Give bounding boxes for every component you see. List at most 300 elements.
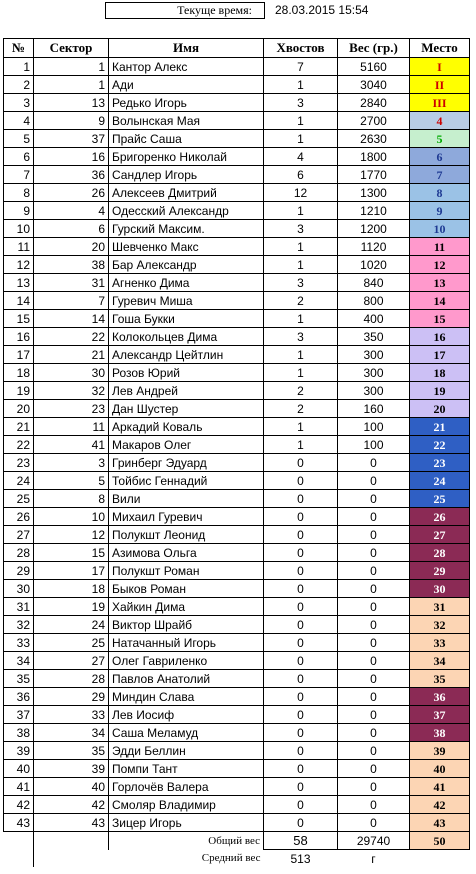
row-tails[interactable]: 0 xyxy=(264,598,338,616)
header-row xyxy=(4,39,470,58)
row-name[interactable]: Одесский Александр xyxy=(109,202,264,220)
row-sector[interactable]: 4 xyxy=(34,202,109,220)
row-tails[interactable]: 2 xyxy=(264,382,338,400)
row-tails[interactable]: 0 xyxy=(264,724,338,742)
row-sector[interactable]: 16 xyxy=(34,148,109,166)
row-number[interactable]: 43 xyxy=(4,814,34,832)
row-tails[interactable]: 4 xyxy=(264,148,338,166)
row-place[interactable]: 32 xyxy=(410,616,470,634)
table-row xyxy=(4,544,470,562)
row-name[interactable]: Гуревич Миша xyxy=(109,292,264,310)
row-sector[interactable]: 40 xyxy=(34,778,109,796)
row-sector[interactable]: 30 xyxy=(34,364,109,382)
row-tails[interactable]: 0 xyxy=(264,616,338,634)
table-row xyxy=(4,454,470,472)
table-row xyxy=(4,526,470,544)
row-sector[interactable]: 25 xyxy=(34,634,109,652)
row-sector[interactable]: 22 xyxy=(34,328,109,346)
average-value[interactable]: 513 xyxy=(290,851,311,866)
row-name[interactable]: Тойбис Геннадий xyxy=(109,472,264,490)
row-number[interactable]: 8 xyxy=(4,184,34,202)
time-value[interactable]: 28.03.2015 15:54 xyxy=(275,3,369,17)
row-sector[interactable]: 1 xyxy=(34,58,109,76)
row-weight[interactable]: 0 xyxy=(338,454,410,472)
row-tails[interactable]: 2 xyxy=(264,292,338,310)
row-tails[interactable]: 1 xyxy=(264,436,338,454)
row-sector[interactable]: 8 xyxy=(34,490,109,508)
row-number[interactable]: 37 xyxy=(4,706,34,724)
table-row xyxy=(4,778,470,796)
row-weight[interactable]: 300 xyxy=(338,346,410,364)
row-place[interactable]: 23 xyxy=(410,454,470,472)
table-row xyxy=(4,328,470,346)
row-name[interactable]: Редько Игорь xyxy=(109,94,264,112)
row-name[interactable]: Волынская Мая xyxy=(109,112,264,130)
row-place[interactable]: III xyxy=(410,94,470,112)
row-name[interactable]: Лев Андрей xyxy=(109,382,264,400)
row-sector[interactable]: 1 xyxy=(34,76,109,94)
row-tails[interactable]: 1 xyxy=(264,364,338,382)
row-number[interactable]: 6 xyxy=(4,148,34,166)
row-weight[interactable]: 0 xyxy=(338,706,410,724)
row-number[interactable]: 16 xyxy=(4,328,34,346)
row-name[interactable]: Помпи Тант xyxy=(109,760,264,778)
row-sector[interactable]: 26 xyxy=(34,184,109,202)
row-place[interactable]: 33 xyxy=(410,634,470,652)
row-number[interactable]: 26 xyxy=(4,508,34,526)
col-name-header: Имя xyxy=(109,39,264,58)
row-sector[interactable]: 11 xyxy=(34,418,109,436)
row-name[interactable]: Виктор Шрайб xyxy=(109,616,264,634)
row-weight[interactable]: 0 xyxy=(338,544,410,562)
row-place[interactable]: 22 xyxy=(410,436,470,454)
row-sector[interactable]: 23 xyxy=(34,400,109,418)
row-number[interactable]: 5 xyxy=(4,130,34,148)
row-sector[interactable]: 14 xyxy=(34,310,109,328)
table-row xyxy=(4,382,470,400)
row-place[interactable]: 10 xyxy=(410,220,470,238)
row-sector[interactable]: 29 xyxy=(34,688,109,706)
row-sector[interactable]: 32 xyxy=(34,382,109,400)
row-weight[interactable]: 0 xyxy=(338,670,410,688)
row-weight[interactable]: 2840 xyxy=(338,94,410,112)
table-row xyxy=(4,814,470,832)
row-place[interactable]: I xyxy=(410,58,470,76)
row-name[interactable]: Вили xyxy=(109,490,264,508)
row-sector[interactable]: 28 xyxy=(34,670,109,688)
row-name[interactable]: Азимова Ольга xyxy=(109,544,264,562)
row-place[interactable]: 27 xyxy=(410,526,470,544)
row-sector[interactable]: 7 xyxy=(34,292,109,310)
row-place[interactable]: 25 xyxy=(410,490,470,508)
table-row xyxy=(4,364,470,382)
row-place[interactable]: 26 xyxy=(410,508,470,526)
row-number[interactable]: 15 xyxy=(4,310,34,328)
row-weight[interactable]: 1200 xyxy=(338,220,410,238)
row-name[interactable]: Гринберг Эдуард xyxy=(109,454,264,472)
row-sector[interactable]: 36 xyxy=(34,166,109,184)
row-place[interactable]: 37 xyxy=(410,706,470,724)
row-weight[interactable]: 2630 xyxy=(338,130,410,148)
row-sector[interactable]: 38 xyxy=(34,256,109,274)
row-number[interactable]: 22 xyxy=(4,436,34,454)
row-place[interactable]: 35 xyxy=(410,670,470,688)
row-weight[interactable]: 350 xyxy=(338,328,410,346)
row-name[interactable]: Хайкин Дима xyxy=(109,598,264,616)
row-tails[interactable]: 3 xyxy=(264,94,338,112)
row-weight[interactable]: 840 xyxy=(338,274,410,292)
row-sector[interactable]: 37 xyxy=(34,130,109,148)
row-name[interactable]: Михаил Гуревич xyxy=(109,508,264,526)
row-name[interactable]: Горлочёв Валера xyxy=(109,778,264,796)
row-weight[interactable]: 5160 xyxy=(338,58,410,76)
table-row xyxy=(4,292,470,310)
row-sector[interactable]: 6 xyxy=(34,220,109,238)
row-tails[interactable]: 0 xyxy=(264,670,338,688)
row-tails[interactable]: 0 xyxy=(264,814,338,832)
row-number[interactable]: 41 xyxy=(4,778,34,796)
row-place[interactable]: 24 xyxy=(410,472,470,490)
row-weight[interactable]: 1770 xyxy=(338,166,410,184)
row-number[interactable]: 12 xyxy=(4,256,34,274)
row-name[interactable]: Алексеев Дмитрий xyxy=(109,184,264,202)
row-number[interactable]: 4 xyxy=(4,112,34,130)
row-weight[interactable]: 160 xyxy=(338,400,410,418)
row-place[interactable]: 7 xyxy=(410,166,470,184)
row-weight[interactable]: 3040 xyxy=(338,76,410,94)
row-weight[interactable]: 0 xyxy=(338,526,410,544)
row-name[interactable]: Миндин Слава xyxy=(109,688,264,706)
row-name[interactable]: Кантор Алекс xyxy=(109,58,264,76)
average-label: Средний вес xyxy=(201,852,261,865)
table-row xyxy=(4,688,470,706)
row-tails[interactable]: 3 xyxy=(264,220,338,238)
row-number[interactable]: 36 xyxy=(4,688,34,706)
row-place[interactable]: 16 xyxy=(410,328,470,346)
row-weight[interactable]: 0 xyxy=(338,652,410,670)
row-sector[interactable]: 13 xyxy=(34,94,109,112)
row-weight[interactable]: 0 xyxy=(338,598,410,616)
row-place[interactable]: 42 xyxy=(410,796,470,814)
row-place[interactable]: 21 xyxy=(410,418,470,436)
row-weight[interactable]: 400 xyxy=(338,310,410,328)
row-name[interactable]: Натачанный Игорь xyxy=(109,634,264,652)
table-row xyxy=(4,616,470,634)
row-sector[interactable]: 3 xyxy=(34,454,109,472)
row-weight[interactable]: 300 xyxy=(338,382,410,400)
row-tails[interactable]: 0 xyxy=(264,580,338,598)
row-tails[interactable]: 0 xyxy=(264,634,338,652)
table-row xyxy=(4,76,470,94)
row-place[interactable]: 9 xyxy=(410,202,470,220)
col-sector-header: Сектор xyxy=(34,39,109,58)
row-name[interactable]: Олег Гавриленко xyxy=(109,652,264,670)
row-weight[interactable]: 2700 xyxy=(338,112,410,130)
row-place[interactable]: 11 xyxy=(410,238,470,256)
table-row xyxy=(4,184,470,202)
row-tails[interactable]: 0 xyxy=(264,508,338,526)
row-place[interactable]: 15 xyxy=(410,310,470,328)
table-row xyxy=(4,58,470,76)
row-tails[interactable]: 0 xyxy=(264,742,338,760)
row-tails[interactable]: 1 xyxy=(264,418,338,436)
row-tails[interactable]: 0 xyxy=(264,490,338,508)
row-tails[interactable]: 0 xyxy=(264,562,338,580)
row-weight[interactable]: 800 xyxy=(338,292,410,310)
row-number[interactable]: 31 xyxy=(4,598,34,616)
row-place[interactable]: 31 xyxy=(410,598,470,616)
row-name[interactable]: Александр Цейтлин xyxy=(109,346,264,364)
row-tails[interactable]: 0 xyxy=(264,778,338,796)
row-number[interactable]: 34 xyxy=(4,652,34,670)
row-weight[interactable]: 1800 xyxy=(338,148,410,166)
row-name[interactable]: Зицер Игорь xyxy=(109,814,264,832)
row-sector[interactable]: 10 xyxy=(34,508,109,526)
row-weight[interactable]: 0 xyxy=(338,760,410,778)
row-place[interactable]: 29 xyxy=(410,562,470,580)
row-tails[interactable]: 0 xyxy=(264,526,338,544)
row-number[interactable]: 1 xyxy=(4,58,34,76)
row-tails[interactable]: 1 xyxy=(264,202,338,220)
row-sector[interactable]: 15 xyxy=(34,544,109,562)
table-row xyxy=(4,652,470,670)
row-tails[interactable]: 1 xyxy=(264,76,338,94)
row-number[interactable]: 17 xyxy=(4,346,34,364)
row-tails[interactable]: 0 xyxy=(264,544,338,562)
row-number[interactable]: 9 xyxy=(4,202,34,220)
row-sector[interactable]: 33 xyxy=(34,706,109,724)
row-number[interactable]: 3 xyxy=(4,94,34,112)
row-number[interactable]: 19 xyxy=(4,382,34,400)
row-tails[interactable]: 0 xyxy=(264,796,338,814)
row-weight[interactable]: 0 xyxy=(338,490,410,508)
row-place[interactable]: 38 xyxy=(410,724,470,742)
row-place[interactable]: 36 xyxy=(410,688,470,706)
row-name[interactable]: Сандлер Игорь xyxy=(109,166,264,184)
row-number[interactable]: 20 xyxy=(4,400,34,418)
row-tails[interactable]: 3 xyxy=(264,328,338,346)
row-tails[interactable]: 3 xyxy=(264,274,338,292)
row-sector[interactable]: 27 xyxy=(34,652,109,670)
row-number[interactable]: 38 xyxy=(4,724,34,742)
row-tails[interactable]: 0 xyxy=(264,706,338,724)
row-weight[interactable]: 0 xyxy=(338,472,410,490)
row-tails[interactable]: 1 xyxy=(264,310,338,328)
row-place[interactable]: 4 xyxy=(410,112,470,130)
row-place[interactable]: 34 xyxy=(410,652,470,670)
row-weight[interactable]: 100 xyxy=(338,418,410,436)
row-sector[interactable]: 19 xyxy=(34,598,109,616)
row-number[interactable]: 21 xyxy=(4,418,34,436)
row-name[interactable]: Розов Юрий xyxy=(109,364,264,382)
row-name[interactable]: Быков Роман xyxy=(109,580,264,598)
row-weight[interactable]: 1020 xyxy=(338,256,410,274)
row-name[interactable]: Павлов Анатолий xyxy=(109,670,264,688)
row-place[interactable]: 19 xyxy=(410,382,470,400)
row-place[interactable]: 20 xyxy=(410,400,470,418)
row-number[interactable]: 13 xyxy=(4,274,34,292)
row-sector[interactable]: 41 xyxy=(34,436,109,454)
table-row xyxy=(4,166,470,184)
row-name[interactable]: Гоша Букки xyxy=(109,310,264,328)
row-weight[interactable]: 300 xyxy=(338,364,410,382)
row-number[interactable]: 33 xyxy=(4,634,34,652)
row-number[interactable]: 35 xyxy=(4,670,34,688)
row-name[interactable]: Полукшт Роман xyxy=(109,562,264,580)
row-name[interactable]: Саша Меламуд xyxy=(109,724,264,742)
table-row xyxy=(4,418,470,436)
row-name[interactable]: Лев Иосиф xyxy=(109,706,264,724)
row-name[interactable]: Смоляр Владимир xyxy=(109,796,264,814)
row-name[interactable]: Дан Шустер xyxy=(109,400,264,418)
row-weight[interactable]: 0 xyxy=(338,796,410,814)
row-sector[interactable]: 34 xyxy=(34,724,109,742)
row-tails[interactable]: 1 xyxy=(264,238,338,256)
row-number[interactable]: 24 xyxy=(4,472,34,490)
row-sector[interactable]: 9 xyxy=(34,112,109,130)
table-row xyxy=(4,724,470,742)
row-number[interactable]: 40 xyxy=(4,760,34,778)
row-sector[interactable]: 43 xyxy=(34,814,109,832)
row-sector[interactable]: 42 xyxy=(34,796,109,814)
row-number[interactable]: 11 xyxy=(4,238,34,256)
row-weight[interactable]: 0 xyxy=(338,688,410,706)
row-weight[interactable]: 0 xyxy=(338,580,410,598)
row-tails[interactable]: 0 xyxy=(264,760,338,778)
row-number[interactable]: 10 xyxy=(4,220,34,238)
row-place[interactable]: 39 xyxy=(410,742,470,760)
row-tails[interactable]: 1 xyxy=(264,112,338,130)
row-weight[interactable]: 0 xyxy=(338,724,410,742)
row-place[interactable]: 30 xyxy=(410,580,470,598)
total-place[interactable]: 50 xyxy=(410,832,470,850)
row-sector[interactable]: 21 xyxy=(34,346,109,364)
row-place[interactable]: II xyxy=(410,76,470,94)
row-name[interactable]: Гурский Максим. xyxy=(109,220,264,238)
table-row xyxy=(4,94,470,112)
row-number[interactable]: 23 xyxy=(4,454,34,472)
row-weight[interactable]: 100 xyxy=(338,436,410,454)
average-unit: г xyxy=(371,851,376,866)
row-number[interactable]: 30 xyxy=(4,580,34,598)
row-place[interactable]: 40 xyxy=(410,760,470,778)
results-table xyxy=(3,38,470,867)
row-name[interactable]: Прайс Саша xyxy=(109,130,264,148)
row-place[interactable]: 13 xyxy=(410,274,470,292)
row-name[interactable]: Аркадий Коваль xyxy=(109,418,264,436)
total-label: Общий вес xyxy=(109,832,264,850)
row-weight[interactable]: 0 xyxy=(338,742,410,760)
row-number[interactable]: 28 xyxy=(4,544,34,562)
table-row xyxy=(4,490,470,508)
row-sector[interactable]: 17 xyxy=(34,562,109,580)
row-number[interactable]: 39 xyxy=(4,742,34,760)
row-tails[interactable]: 12 xyxy=(264,184,338,202)
row-weight[interactable]: 0 xyxy=(338,634,410,652)
col-tails-header: Хвостов xyxy=(264,39,338,58)
row-place[interactable]: 28 xyxy=(410,544,470,562)
row-place[interactable]: 41 xyxy=(410,778,470,796)
row-number[interactable]: 14 xyxy=(4,292,34,310)
row-name[interactable]: Колокольцев Дима xyxy=(109,328,264,346)
row-place[interactable]: 18 xyxy=(410,364,470,382)
row-number[interactable]: 29 xyxy=(4,562,34,580)
row-tails[interactable]: 0 xyxy=(264,688,338,706)
row-name[interactable]: Эдди Беллин xyxy=(109,742,264,760)
row-place[interactable]: 43 xyxy=(410,814,470,832)
table-row xyxy=(4,706,470,724)
row-place[interactable]: 5 xyxy=(410,130,470,148)
row-name[interactable]: Бригоренко Николай xyxy=(109,148,264,166)
row-number[interactable]: 2 xyxy=(4,76,34,94)
row-place[interactable]: 12 xyxy=(410,256,470,274)
row-name[interactable]: Шевченко Макс xyxy=(109,238,264,256)
row-place[interactable]: 17 xyxy=(410,346,470,364)
row-sector[interactable]: 12 xyxy=(34,526,109,544)
row-name[interactable]: Агненко Дима xyxy=(109,274,264,292)
row-sector[interactable]: 20 xyxy=(34,238,109,256)
row-tails[interactable]: 1 xyxy=(264,130,338,148)
row-sector[interactable]: 18 xyxy=(34,580,109,598)
row-name[interactable]: Макаров Олег xyxy=(109,436,264,454)
row-tails[interactable]: 0 xyxy=(264,472,338,490)
row-name[interactable]: Полукшт Леонид xyxy=(109,526,264,544)
row-weight[interactable]: 0 xyxy=(338,562,410,580)
row-number[interactable]: 18 xyxy=(4,364,34,382)
row-tails[interactable]: 7 xyxy=(264,58,338,76)
table-row xyxy=(4,274,470,292)
row-weight[interactable]: 1300 xyxy=(338,184,410,202)
row-tails[interactable]: 0 xyxy=(264,652,338,670)
table-row xyxy=(4,130,470,148)
row-number[interactable]: 7 xyxy=(4,166,34,184)
row-place[interactable]: 6 xyxy=(410,148,470,166)
row-number[interactable]: 25 xyxy=(4,490,34,508)
row-tails[interactable]: 2 xyxy=(264,400,338,418)
row-weight[interactable]: 0 xyxy=(338,508,410,526)
row-tails[interactable]: 6 xyxy=(264,166,338,184)
table-row xyxy=(4,508,470,526)
row-tails[interactable]: 1 xyxy=(264,346,338,364)
row-name[interactable]: Бар Александр xyxy=(109,256,264,274)
row-tails[interactable]: 0 xyxy=(264,454,338,472)
row-weight[interactable]: 0 xyxy=(338,778,410,796)
row-number[interactable]: 27 xyxy=(4,526,34,544)
row-sector[interactable]: 5 xyxy=(34,472,109,490)
row-number[interactable]: 32 xyxy=(4,616,34,634)
table-row xyxy=(4,670,470,688)
row-weight[interactable]: 0 xyxy=(338,814,410,832)
row-weight[interactable]: 0 xyxy=(338,616,410,634)
row-sector[interactable]: 24 xyxy=(34,616,109,634)
total-tails[interactable]: 58 xyxy=(264,832,338,850)
row-tails[interactable]: 1 xyxy=(264,256,338,274)
row-sector[interactable]: 31 xyxy=(34,274,109,292)
totals-row xyxy=(4,832,470,850)
row-sector[interactable]: 39 xyxy=(34,760,109,778)
row-place[interactable]: 8 xyxy=(410,184,470,202)
row-weight[interactable]: 1210 xyxy=(338,202,410,220)
row-weight[interactable]: 1120 xyxy=(338,238,410,256)
row-name[interactable]: Ади xyxy=(109,76,264,94)
total-weight[interactable]: 29740 xyxy=(338,832,410,850)
row-place[interactable]: 14 xyxy=(410,292,470,310)
table-row xyxy=(4,796,470,814)
time-label: Текуще время: xyxy=(105,2,265,19)
table-row xyxy=(4,112,470,130)
row-sector[interactable]: 35 xyxy=(34,742,109,760)
row-number[interactable]: 42 xyxy=(4,796,34,814)
